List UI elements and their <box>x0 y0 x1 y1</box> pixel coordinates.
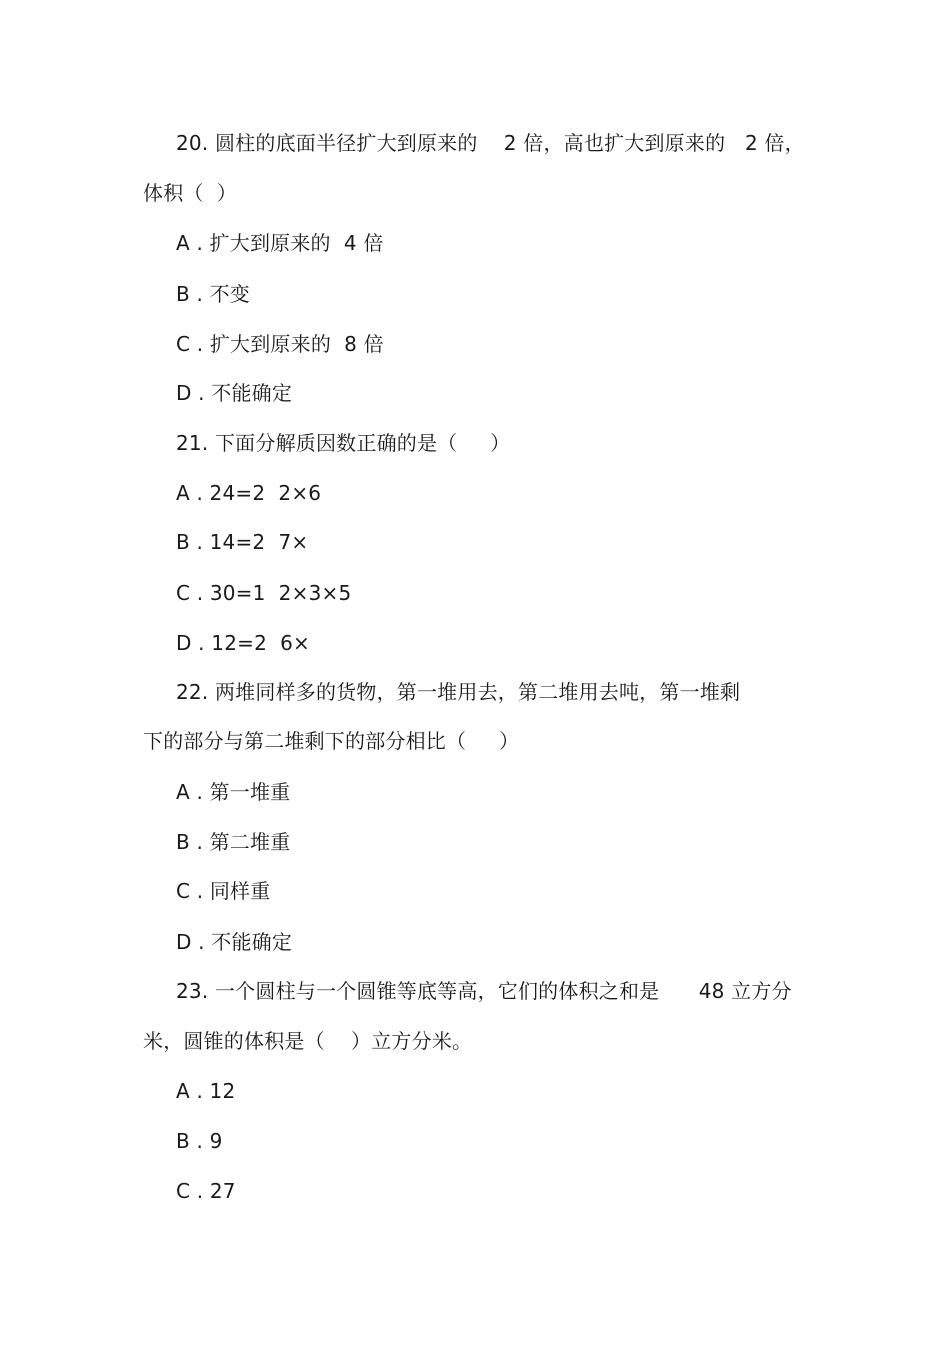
q20-option-b: B . 不变 <box>176 282 250 306</box>
q22-option-d: D . 不能确定 <box>176 930 293 954</box>
q21-option-c: C . 30=1 2×3×5 <box>176 581 352 605</box>
q20-option-a: A . 扩大到原来的 4 倍 <box>176 231 384 255</box>
q22-option-b: B . 第二堆重 <box>176 830 291 854</box>
q23-option-a: A . 12 <box>176 1079 236 1103</box>
q21-stem-line1: 21. 下面分解质因数正确的是（ ） <box>176 431 511 455</box>
q20-option-c: C . 扩大到原来的 8 倍 <box>176 332 384 356</box>
q23-stem-line1: 23. 一个圆柱与一个圆锥等底等高，它们的体积之和是 48 立方分 <box>176 979 792 1003</box>
q20-stem-line1: 20. 圆柱的底面半径扩大到原来的 2 倍，高也扩大到原来的 2 倍， <box>176 131 805 155</box>
q21-option-b: B . 14=2 7× <box>176 530 309 554</box>
q22-option-a: A . 第一堆重 <box>176 780 291 804</box>
q22-stem-line1: 22. 两堆同样多的货物，第一堆用去，第二堆用去吨，第一堆剩 <box>176 680 741 704</box>
q21-option-d: D . 12=2 6× <box>176 631 311 655</box>
q23-option-c: C . 27 <box>176 1179 236 1203</box>
q22-stem-line2: 下的部分与第二堆剩下的部分相比（ ） <box>143 729 520 753</box>
q20-stem-line2: 体积（ ） <box>143 181 237 205</box>
q20-option-d: D . 不能确定 <box>176 381 293 405</box>
q21-option-a: A . 24=2 2×6 <box>176 481 322 505</box>
q23-stem-line2: 米，圆锥的体积是（ ）立方分米。 <box>143 1029 473 1053</box>
q22-option-c: C . 同样重 <box>176 879 271 903</box>
q23-option-b: B . 9 <box>176 1129 223 1153</box>
